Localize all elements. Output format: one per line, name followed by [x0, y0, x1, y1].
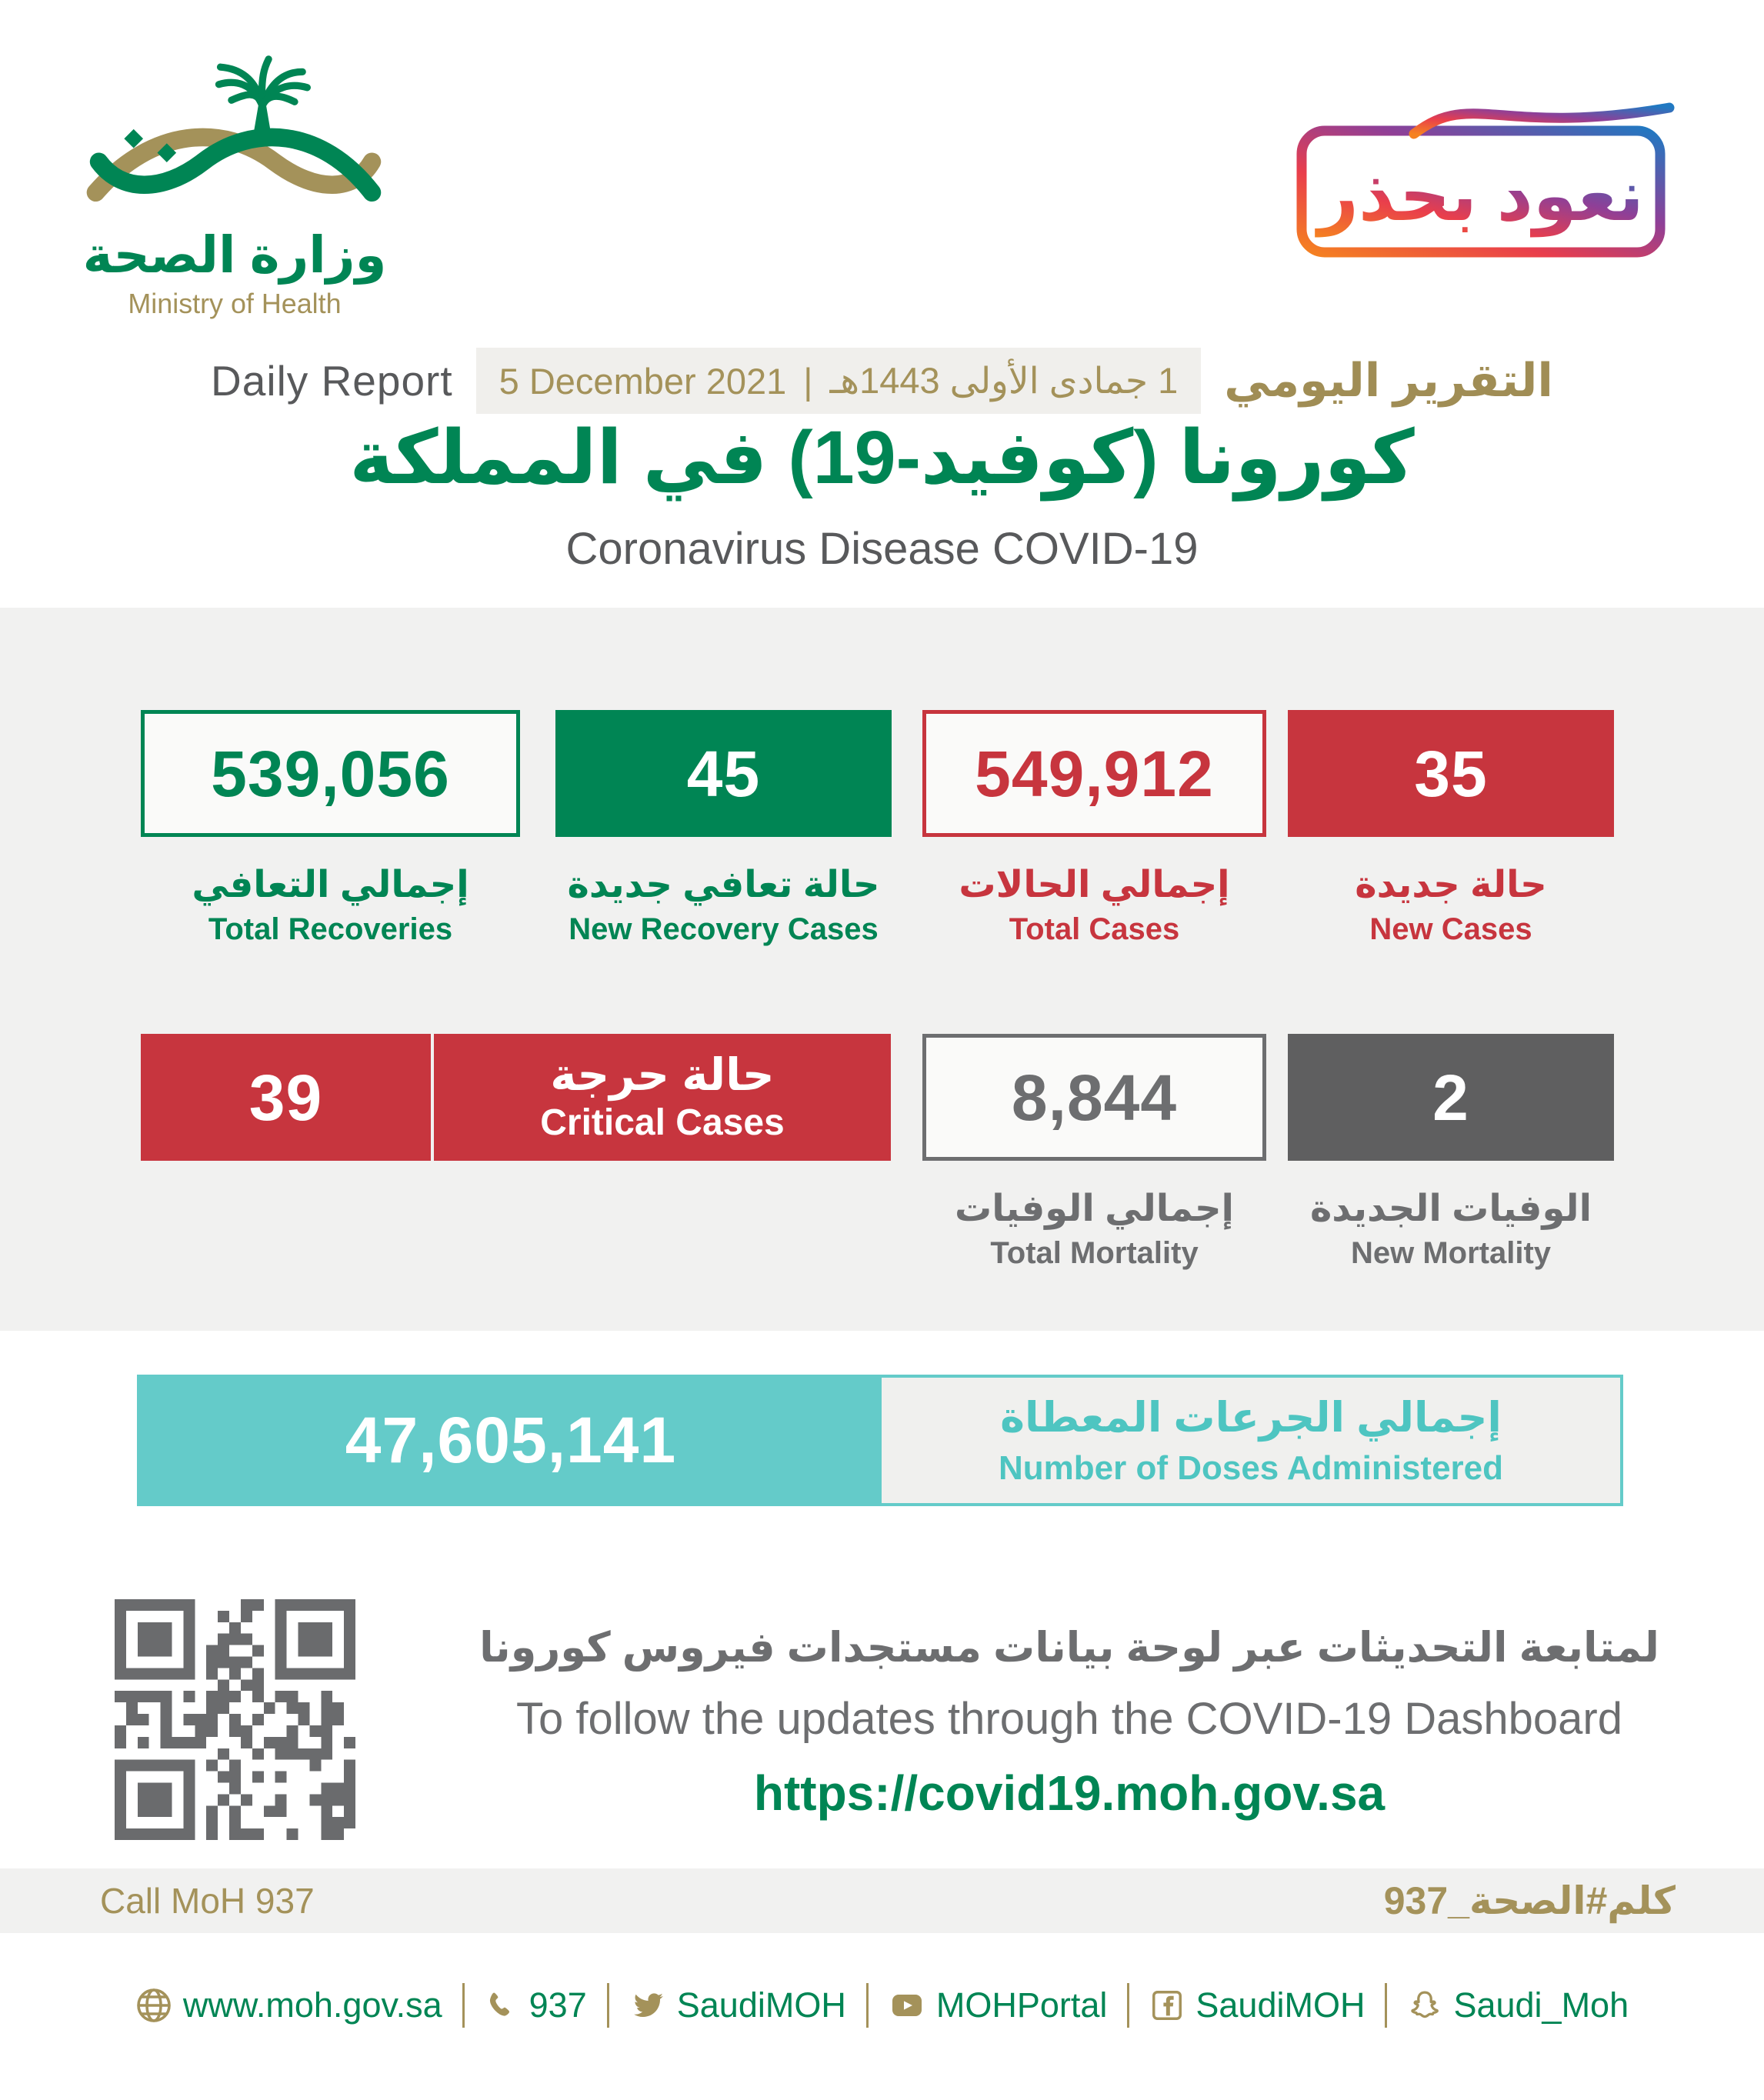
- footer-separator: [607, 1983, 609, 2028]
- call-moh-band: [0, 1868, 1764, 1933]
- new-cases-value: 35: [1414, 737, 1488, 810]
- total-recoveries-label-ar: إجمالي التعافي: [192, 865, 469, 905]
- stat-card-new-recovery-cases: [555, 710, 892, 947]
- total-cases-label-ar: إجمالي الحالات: [959, 865, 1230, 905]
- total-mortality-value: 8,844: [1011, 1061, 1178, 1134]
- new-recovery-cases-box: [555, 710, 892, 837]
- footer-website-label: www.moh.gov.sa: [182, 1985, 442, 2025]
- new-recovery-cases-label-en: New Recovery Cases: [569, 912, 879, 946]
- total-recoveries-value: 539,056: [211, 737, 450, 810]
- doses-value: 47,605,141: [345, 1404, 677, 1476]
- footer-item-twitter[interactable]: [629, 1985, 846, 2025]
- total-mortality-label-en: Total Mortality: [990, 1236, 1199, 1270]
- total-cases-value: 549,912: [975, 737, 1214, 810]
- qr-code: [115, 1599, 355, 1840]
- report-date-box: [476, 348, 1202, 414]
- critical-cases-label-ar: حالة حرجة: [550, 1050, 775, 1101]
- stat-card-critical-cases-label: [434, 1034, 891, 1161]
- new-cases-label-en: New Cases: [1369, 912, 1532, 946]
- total-mortality-box: [922, 1034, 1266, 1161]
- report-date-hijri: 1 جمادى الأولى 1443هـ: [829, 360, 1179, 401]
- call-moh-label-ar: كلم#الصحة_937: [1383, 1879, 1676, 1922]
- critical-cases-label-en: Critical Cases: [540, 1102, 785, 1143]
- facebook-icon: [1149, 1988, 1185, 2023]
- total-mortality-label-ar: إجمالي الوفيات: [954, 1188, 1235, 1229]
- footer-separator: [866, 1983, 869, 2028]
- total-cases-box: [922, 710, 1266, 837]
- daily-report-label-ar: التقرير اليومي: [1224, 355, 1553, 406]
- new-recovery-cases-label-ar: حالة تعافي جديدة: [567, 865, 880, 905]
- footer-youtube-label: MOHPortal: [935, 1985, 1108, 2025]
- stat-card-critical-cases-value: [141, 1034, 431, 1161]
- stat-card-new-cases: [1288, 710, 1614, 947]
- moh-logo: [85, 31, 385, 338]
- social-footer: [0, 1983, 1764, 2028]
- new-mortality-box: [1288, 1034, 1614, 1161]
- new-mortality-label-ar: الوفيات الجديدة: [1309, 1188, 1592, 1229]
- stat-card-new-mortality: [1288, 1034, 1614, 1271]
- dashboard-info: [431, 1623, 1708, 1822]
- footer-separator: [462, 1983, 465, 2028]
- new-cases-box: [1288, 710, 1614, 837]
- date-separator: |: [803, 360, 813, 402]
- critical-cases-value: 39: [248, 1061, 323, 1134]
- total-cases-label-en: Total Cases: [1009, 912, 1180, 946]
- doses-labels: [882, 1378, 1620, 1503]
- dashboard-text-en: To follow the updates through the COVID-19 Dashboard: [516, 1694, 1622, 1744]
- footer-separator: [1127, 1983, 1129, 2028]
- total-recoveries-box: [141, 710, 520, 837]
- footer-item-website[interactable]: [135, 1985, 442, 2025]
- dashboard-text-ar: لمتابعة التحديثات عبر لوحة بيانات مستجدات فيروس كورونا: [479, 1625, 1659, 1671]
- footer-item-youtube[interactable]: [889, 1985, 1108, 2025]
- dashboard-url-link[interactable]: https://covid19.moh.gov.sa: [753, 1765, 1386, 1821]
- footer-snapchat-label: Saudi_Moh: [1453, 1985, 1629, 2025]
- stat-card-total-mortality: [922, 1034, 1266, 1271]
- return-with-caution-badge-icon: [1291, 83, 1676, 272]
- daily-report-label-en: Daily Report: [211, 357, 453, 405]
- footer-phone-label: 937: [529, 1985, 587, 2025]
- twitter-icon: [629, 1987, 666, 2024]
- stat-card-total-recoveries: [141, 710, 520, 947]
- footer-separator: [1385, 1983, 1387, 2028]
- footer-item-snapchat[interactable]: [1407, 1985, 1629, 2025]
- return-with-caution-badge: [1291, 83, 1676, 272]
- call-moh-label-en: Call MoH 937: [100, 1881, 315, 1921]
- footer-twitter-label: SaudiMOH: [676, 1985, 846, 2025]
- new-recovery-cases-value: 45: [686, 737, 761, 810]
- badge-text: نعود بحذر: [1318, 157, 1644, 235]
- footer-item-phone[interactable]: [485, 1985, 587, 2025]
- footer-facebook-label: SaudiMOH: [1195, 1985, 1366, 2025]
- doses-administered-bar: [137, 1375, 1623, 1506]
- report-date-gregorian: 5 December 2021: [499, 360, 787, 402]
- doses-label-en: Number of Doses Administered: [998, 1449, 1504, 1487]
- moh-logo-title-en: Ministry of Health: [128, 288, 342, 320]
- globe-icon: [135, 1987, 172, 2024]
- page-title-ar: كورونا (كوفيد-19) في المملكة: [349, 415, 1415, 499]
- doses-label-ar: إجمالي الجرعات المعطاة: [1000, 1395, 1502, 1441]
- stats-section: [0, 608, 1764, 1331]
- moh-logo-title-ar: وزارة الصحة: [85, 226, 385, 283]
- phone-icon: [485, 1988, 519, 2022]
- total-recoveries-label-en: Total Recoveries: [208, 912, 453, 946]
- stat-card-total-cases: [922, 710, 1266, 947]
- footer-item-facebook[interactable]: [1149, 1985, 1365, 2025]
- new-mortality-value: 2: [1432, 1061, 1469, 1134]
- moh-logo-emblem-icon: [85, 31, 385, 338]
- critical-cases-box: [141, 1034, 431, 1161]
- snapchat-icon: [1407, 1988, 1442, 2023]
- report-header-line: [0, 348, 1764, 414]
- youtube-icon: [889, 1987, 925, 2024]
- new-cases-label-ar: حالة جديدة: [1355, 865, 1547, 905]
- critical-cases-label-box: [434, 1034, 891, 1161]
- page-title-en: Coronavirus Disease COVID-19: [565, 524, 1199, 574]
- new-mortality-label-en: New Mortality: [1350, 1236, 1552, 1270]
